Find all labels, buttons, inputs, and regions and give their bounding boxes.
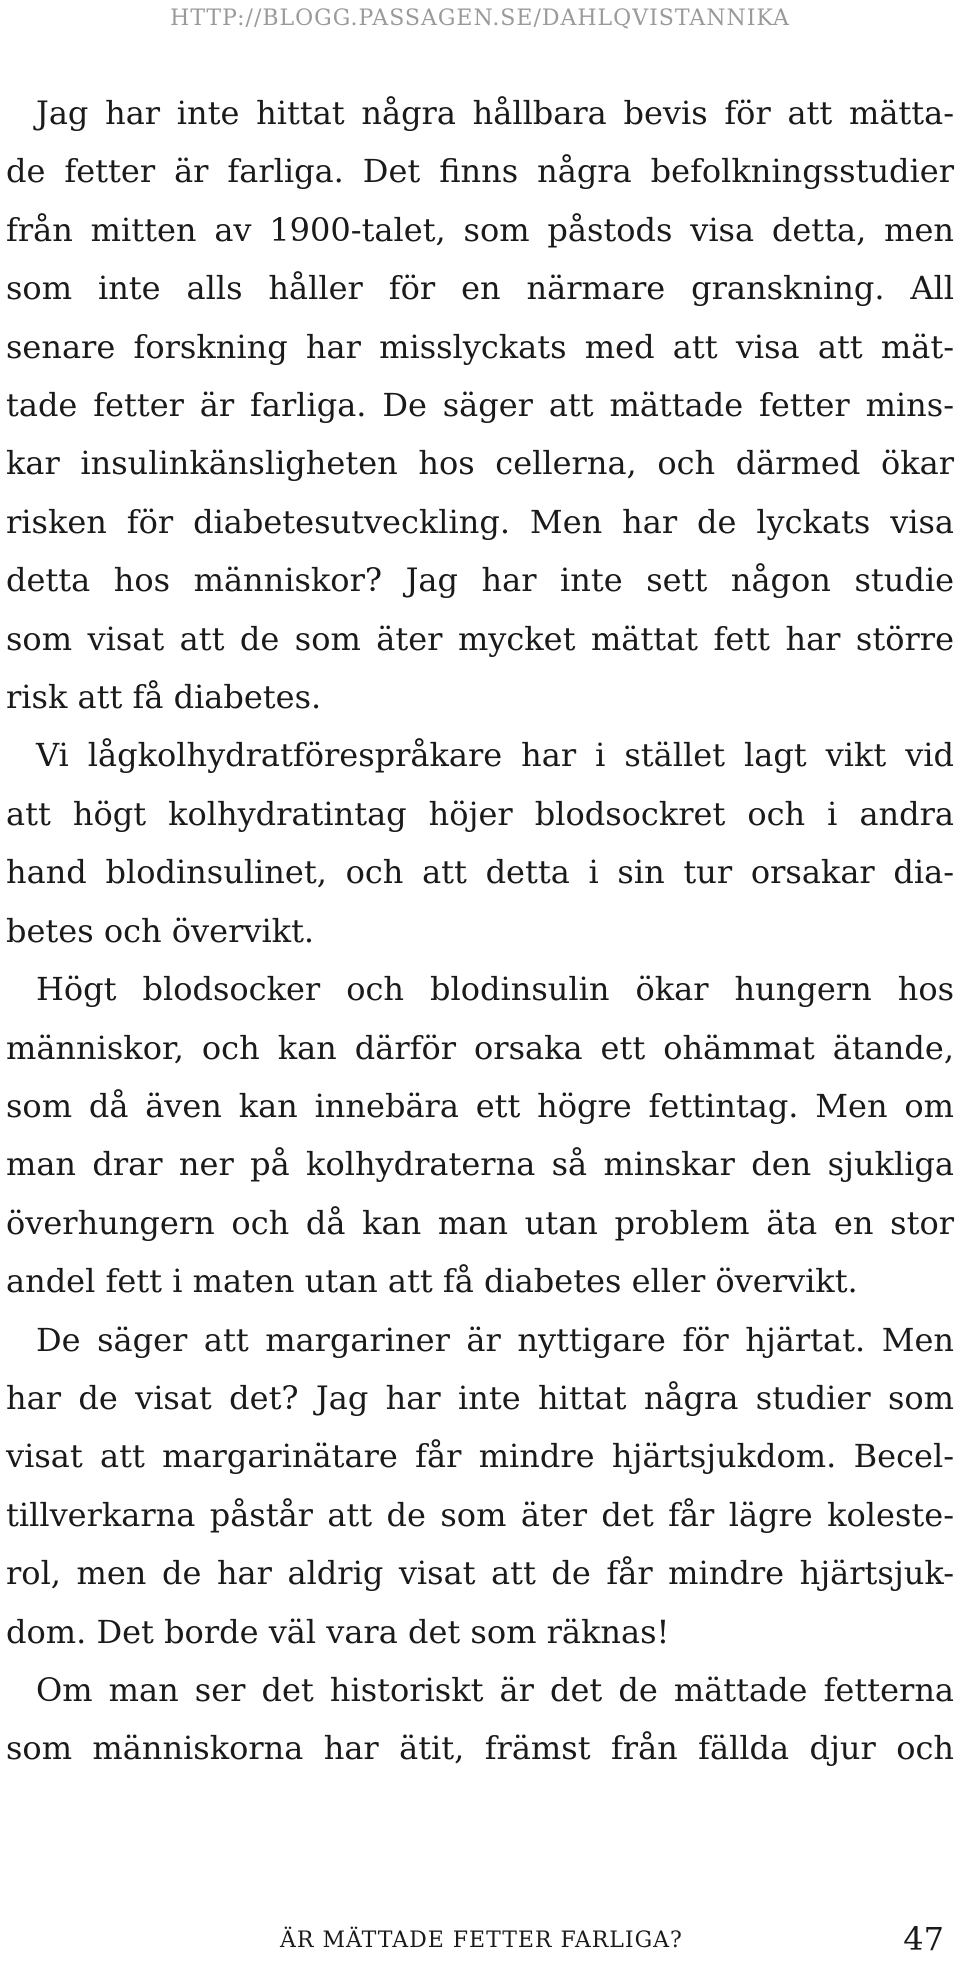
paragraph-3-line-6: andel fett i maten utan att få diabetes eller övervikt. [6,1262,858,1301]
page-footer [0,1918,960,1958]
paragraph-1-line-3: från mitten av 1900-talet, som påstods visa detta, men [6,210,954,249]
paragraph-1-line-9: detta hos människor? Jag har inte sett någon studie [6,561,954,600]
paragraph-5-line-1: Om man ser det historiskt är det de mättade fetterna [36,1670,954,1709]
paragraph-5-line-2: som människorna har ätit, främst från fällda djur och [6,1729,954,1768]
body-text [6,84,954,1778]
paragraph-2-line-3: hand blodinsulinet, och att detta i sin tur orsakar dia- [6,853,954,892]
paragraph-3-line-5: överhungern och då kan man utan problem äta en stor [6,1203,954,1242]
paragraph-3-line-3: som då även kan innebära ett högre fettintag. Men om [6,1086,954,1125]
paragraph-4-line-5: rol, men de har aldrig visat att de får mindre hjärtsjuk- [6,1554,954,1593]
paragraph-1-line-8: risken för diabetesutveckling. Men har de lyckats visa [6,502,954,541]
chapter-title: ÄR MÄTTADE FETTER FARLIGA? [280,1928,683,1953]
paragraph-2-line-1: Vi lågkolhydratförespråkare har i stället lagt vikt vid [36,736,954,775]
paragraph-1-line-11: risk att få diabetes. [6,678,322,717]
paragraph-1-line-10: som visat att de som äter mycket mättat fett har större [6,619,954,658]
paragraph-3-line-4: man drar ner på kolhydraterna så minskar den sjukliga [6,1145,954,1184]
paragraph-3-line-1: Högt blodsocker och blodinsulin ökar hungern hos [36,970,954,1009]
running-head-url: HTTP://BLOGG.PASSAGEN.SE/DAHLQVISTANNIKA [170,6,790,31]
paragraph-1-line-1: Jag har inte hittat några hållbara bevis för att mätta- [36,94,954,132]
paragraph-4-line-2: har de visat det? Jag har inte hittat några studier som [6,1378,954,1417]
paragraph-4-line-6: dom. Det borde väl vara det som räknas! [6,1612,670,1651]
page-number: 47 [903,1920,944,1958]
paragraph-1-line-7: kar insulinkänsligheten hos cellerna, och därmed ökar [6,444,954,483]
paragraph-4-line-3: visat att margarinätare får mindre hjärtsjukdom. Becel- [6,1437,954,1476]
paragraph-4-line-4: tillverkarna påstår att de som äter det får lägre koleste- [6,1495,954,1534]
paragraph-1-line-5: senare forskning har misslyckats med att visa att mät- [6,327,954,366]
paragraph-2-line-2: att högt kolhydratintag höjer blodsockret och i andra [6,794,954,833]
paragraph-1-line-6: tade fetter är farliga. De säger att mättade fetter mins- [6,386,954,425]
paragraph-4-line-1: De säger att margariner är nyttigare för hjärtat. Men [36,1320,954,1359]
paragraph-1-line-4: som inte alls håller för en närmare granskning. All [6,269,954,308]
paragraph-3-line-2: människor, och kan därför orsaka ett ohämmat ätande, [6,1028,954,1067]
paragraph-1-line-2: de fetter är farliga. Det finns några befolkningsstudier [6,152,954,191]
paragraph-2-line-4: betes och övervikt. [6,911,315,950]
